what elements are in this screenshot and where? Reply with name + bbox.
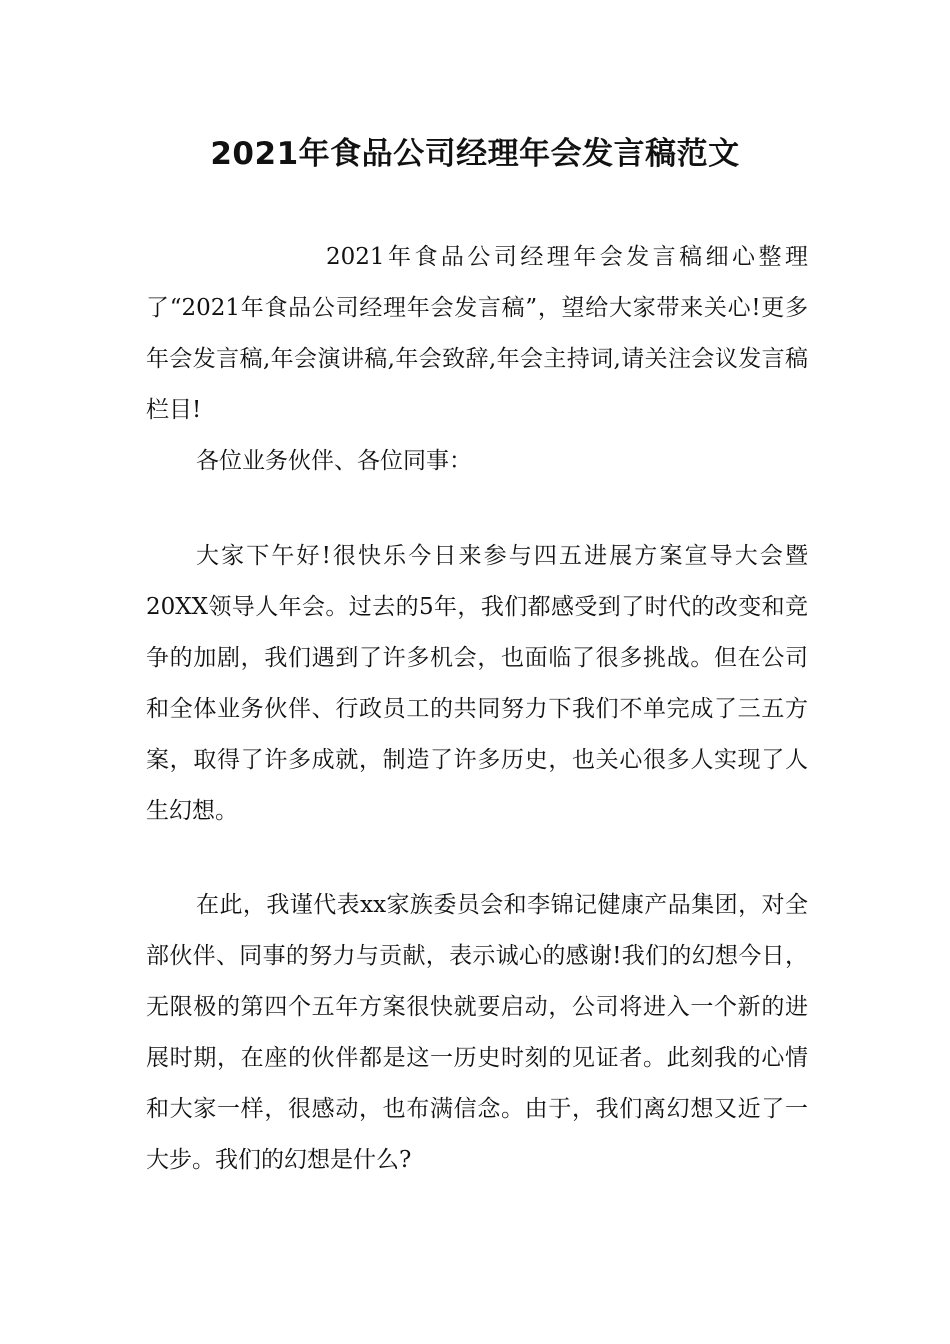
document-title: 2021年食品公司经理年会发言稿范文 bbox=[210, 136, 740, 172]
body-paragraph-1: 大家下午好!很快乐今日来参与四五进展方案宣导大会暨20XX领导人年会。过去的5年，我们都感受到了时代的改变和竞争的加剧，我们遇到了许多机会，也面临了很多挑战。但在公司和全体业务伙伴、行政员工的共同努力下我们不单完成了三五方案，取得了许多成就，制造了许多历史，也关心很多人实现了人生幻想。 bbox=[146, 543, 808, 824]
greeting-line: 各位业务伙伴、各位同事： bbox=[196, 448, 472, 474]
intro-paragraph: 2021年食品公司经理年会发言稿细心整理了“2021年食品公司经理年会发言稿”，望给大家带来关心!更多年会发言稿,年会演讲稿,年会致辞,年会主持词,请关注会议发言稿栏目! bbox=[146, 244, 808, 423]
body-paragraph-2: 在此，我谨代表xx家族委员会和李锦记健康产品集团，对全部伙伴、同事的努力与贡献，表示诚心的感谢!我们的幻想今日，无限极的第四个五年方案很快就要启动，公司将进入一个新的进展时期，在座的伙伴都是这一历史时刻的见证者。此刻我的心情和大家一样，很感动，也布满信念。由于，我们离幻想又近了一大步。我们的幻想是什么? bbox=[146, 892, 808, 1173]
